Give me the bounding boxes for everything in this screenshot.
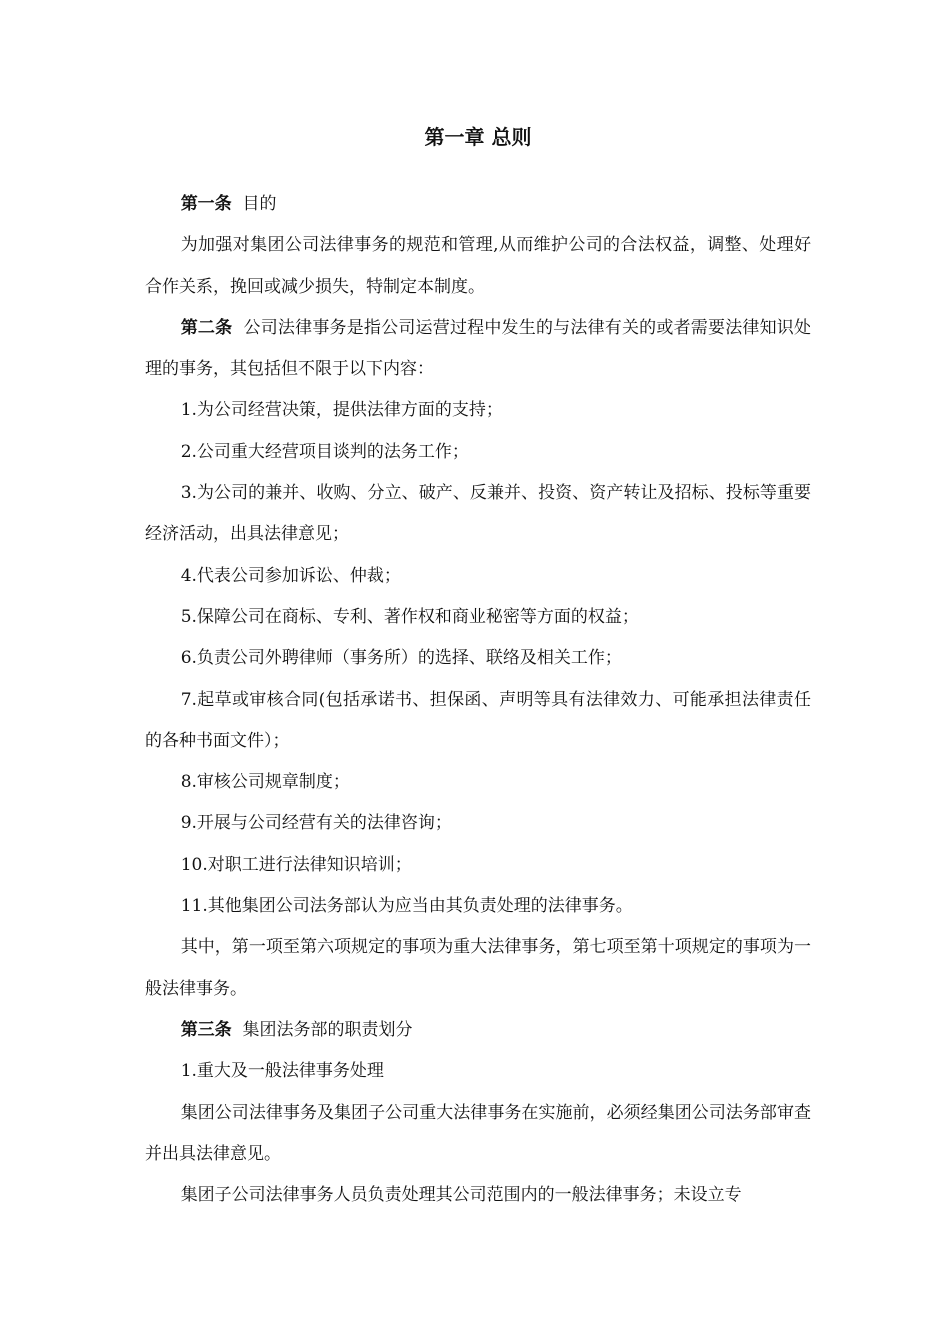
article-2-item-2: 2.公司重大经营项目谈判的法务工作；	[180, 441, 469, 462]
article-1-text: 为加强对集团公司法律事务的规范和管理,从而维护公司的合法权益，调整、处理好合作关系，挽回或减少损失，特制定本制度。	[145, 235, 811, 297]
article-2-item-11: 11.其他集团公司法务部认为应当由其负责处理的法律事务。	[180, 896, 633, 917]
article-3-title: 集团法务部的职责划分	[242, 1019, 413, 1040]
article-2-item-1: 1.为公司经营决策，提供法律方面的支持；	[180, 400, 503, 421]
article-2-item-5: 5.保障公司在商标、专利、著作权和商业秘密等方面的权益；	[180, 606, 639, 627]
article-3-heading	[145, 1010, 811, 1051]
article-2-item-7: 7.起草或审核合同(包括承诺书、担保函、声明等具有法律效力、可能承担法律责任的各种书面文件）；	[145, 689, 811, 751]
article-2-label: 第二条	[180, 317, 233, 338]
article-2-item-8: 8.审核公司规章制度；	[180, 772, 350, 793]
article-1-title: 目的	[242, 194, 277, 214]
article-3-section-1-para-1: 集团公司法律事务及集团子公司重大法律事务在实施前，必须经集团公司法务部审查并出具法律意见。	[145, 1102, 811, 1164]
article-2-item-3: 3.为公司的兼并、收购、分立、破产、反兼并、投资、资产转让及招标、投标等重要经济活动，出具法律意见；	[145, 483, 811, 545]
article-3-section-1-title: 1.重大及一般法律事务处理	[180, 1061, 384, 1082]
article-1-heading	[145, 184, 811, 225]
article-2-summary: 其中，第一项至第六项规定的事项为重大法律事务，第七项至第十项规定的事项为一般法律事务。	[145, 937, 811, 999]
article-3-section-1-para-2: 集团子公司法律事务人员负责处理其公司范围内的一般法律事务；未设立专	[180, 1185, 742, 1206]
article-2-item-9: 9.开展与公司经营有关的法律咨询；	[180, 813, 452, 834]
document-body	[145, 184, 811, 1216]
article-2-item-6: 6.负责公司外聘律师（事务所）的选择、联络及相关工作；	[180, 648, 622, 669]
article-2-item-10: 10.对职工进行法律知识培训；	[180, 854, 412, 875]
article-1-label: 第一条	[180, 194, 232, 214]
article-2-item-4: 4.代表公司参加诉讼、仲裁；	[180, 565, 401, 586]
article-2-text	[145, 308, 811, 391]
article-3-label: 第三条	[180, 1019, 232, 1040]
chapter-title: 第一章 总则	[424, 125, 532, 149]
article-2-body: 公司法律事务是指公司运营过程中发生的与法律有关的或者需要法律知识处理的事务，其包括但不限于以下内容：	[145, 317, 812, 380]
